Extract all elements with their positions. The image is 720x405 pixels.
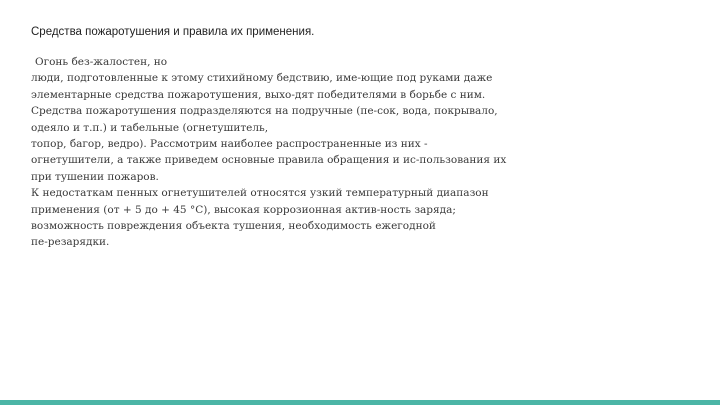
- body-line: Огонь без-жалостен, но: [35, 56, 168, 68]
- body-line: пе-резарядки.: [31, 236, 110, 249]
- body-line: люди, подготовленные к этому стихийному бедствию, име-ющие под руками даже: [31, 72, 493, 85]
- slide-title: Средства пожаротушения и правила их применения.: [31, 26, 315, 38]
- bottom-accent-bar: [0, 400, 720, 405]
- body-line: топор, багор, ведро). Рассмотрим наиболее распространенные из них -: [31, 138, 428, 151]
- slide-body-text: [31, 54, 551, 251]
- body-line: огнетушители, а также приведем основные правила обращения и ис-пользования их: [31, 154, 507, 167]
- body-line: К недостаткам пенных огнетушителей относятся узкий температурный диапазон: [31, 187, 489, 200]
- body-line: возможность повреждения объекта тушения, необходимость ежегодной: [31, 220, 436, 233]
- body-line: элементарные средства пожаротушения, выхо-дят победителями в борьбе с ним.: [31, 88, 486, 101]
- body-line: при тушении пожаров.: [31, 170, 159, 183]
- body-line: применения (от + 5 до + 45 °С), высокая коррозионная актив-ность заряда;: [31, 203, 456, 216]
- body-line: Средства пожаротушения подразделяются на подручные (пе-сок, вода, покрывало,: [31, 105, 498, 118]
- body-line: одеяло и т.п.) и табельные (огнетушитель,: [31, 121, 269, 134]
